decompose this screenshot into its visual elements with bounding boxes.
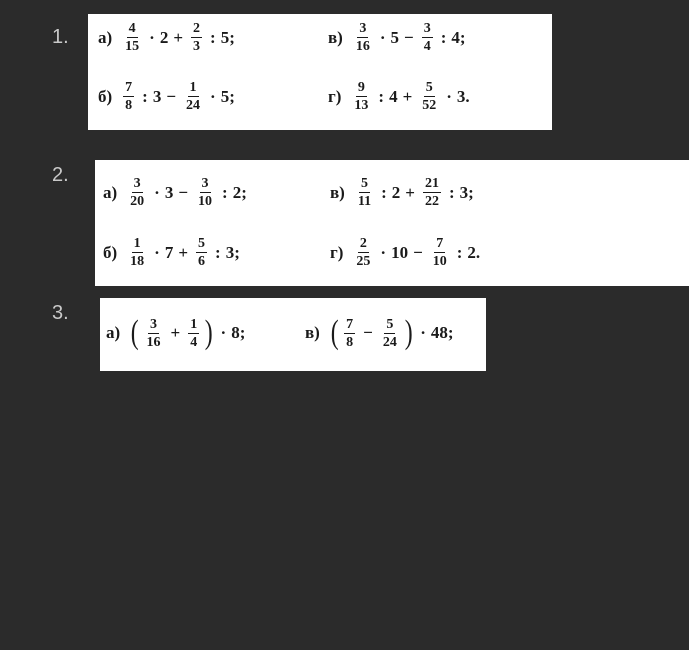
denominator: 10 [432,254,447,269]
fraction [188,317,199,350]
operator: · [380,242,387,262]
item-label: а) [103,182,118,202]
number: 3 [164,182,174,202]
item-label: а) [98,27,113,47]
numerator: 3 [423,21,431,36]
exercise-1b [98,80,235,113]
denominator: 20 [130,194,145,209]
denominator: 13 [354,98,369,113]
operator: · [149,27,155,47]
numerator: 21 [424,176,439,191]
fraction [196,236,207,269]
exercise-2a [103,176,247,209]
item-label: в) [328,27,343,47]
operator: · [154,182,160,202]
left-parenthesis: ( [130,314,139,351]
exercise-1-card [88,14,552,130]
numerator: 5 [425,80,433,95]
numerator: 5 [360,176,368,191]
operator: : [142,86,148,106]
number: 10 [391,242,409,262]
numerator: 2 [193,21,201,36]
number: 5; [220,27,235,47]
item-label: г) [328,86,342,106]
exercise-1a [98,21,235,54]
numerator: 7 [125,80,133,95]
fraction [196,176,214,209]
operator: · [220,323,227,342]
operator: : [210,27,216,47]
denominator: 24 [382,334,397,350]
denominator: 10 [198,194,213,209]
item-label: г) [330,242,344,262]
operator: : [381,182,387,202]
item-label: а) [106,323,121,342]
operator: − [178,182,189,202]
fraction [344,317,355,350]
number: 4; [451,27,466,47]
exercise-3v [305,316,454,350]
operator: · [420,323,426,342]
numerator: 3 [133,176,141,191]
denominator: 25 [356,254,371,269]
number: 2; [232,182,247,202]
fraction [431,236,449,269]
fraction [354,21,372,54]
exercise-2v [330,176,474,209]
fraction [423,176,441,209]
numerator: 5 [386,316,394,332]
exercise-1v [328,21,466,54]
denominator: 4 [423,39,431,54]
exercise-3a [106,316,245,350]
numerator: 9 [357,80,365,95]
operator: − [413,242,423,262]
exercise-1g [328,80,470,113]
numerator: 7 [346,316,354,332]
operator: + [405,182,415,202]
numerator: 1 [133,236,141,251]
operator: : [456,242,463,262]
number: 2. [467,242,481,262]
numerator: 7 [436,236,444,251]
exercise-2b [103,236,240,269]
numerator: 3 [359,21,367,36]
operator: : [448,182,455,202]
fraction [420,80,438,113]
denominator: 8 [346,334,354,350]
operator: : [440,27,447,47]
operator: + [402,86,413,106]
operator: · [446,86,452,106]
numerator: 5 [198,236,206,251]
numerator: 1 [190,316,198,332]
exercise-2-card [95,160,689,286]
denominator: 52 [422,98,437,113]
number: 3; [225,242,240,262]
number: 7 [164,242,174,262]
denominator: 16 [146,334,161,350]
operator: + [173,27,184,47]
fraction [123,80,134,113]
right-parenthesis: ) [204,314,213,351]
denominator: 22 [424,194,439,209]
operator: · [154,242,160,262]
fraction [184,80,202,113]
item-label: б) [98,86,113,106]
denominator: 24 [186,98,201,113]
operator: : [378,86,385,106]
denominator: 15 [125,39,140,54]
number: 3; [459,182,474,202]
fraction [123,21,141,54]
operator: · [210,86,216,106]
number: 2 [159,27,169,47]
number: 3 [152,86,162,106]
number: 5; [220,86,235,106]
number: 8; [231,323,246,342]
fraction [381,317,399,350]
exercise-3-card [100,298,486,371]
item-label: в) [305,323,320,342]
fraction [145,317,163,350]
denominator: 6 [198,254,206,269]
denominator: 8 [125,98,133,113]
item-label: в) [330,182,345,202]
fraction [128,176,146,209]
numerator: 2 [359,236,367,251]
item-label: б) [103,242,118,262]
operator: − [404,27,414,47]
numerator: 1 [189,80,197,95]
denominator: 18 [130,254,145,269]
fraction [352,80,370,113]
fraction [356,176,373,209]
right-parenthesis: ) [404,314,413,351]
fraction [128,236,146,269]
fraction [354,236,372,269]
denominator: 3 [193,39,201,54]
exercise-number-3: 3. [52,302,69,324]
number: 5 [390,27,400,47]
operator: + [170,323,181,342]
denominator: 11 [357,194,372,209]
number: 48; [430,323,454,342]
denominator: 16 [355,39,370,54]
exercise-number-2: 2. [52,164,69,186]
numerator: 3 [201,176,209,191]
operator: + [178,242,189,262]
operator: : [222,182,228,202]
numerator: 4 [128,21,136,36]
exercise-number-1: 1. [52,26,69,48]
fraction [191,21,202,54]
left-parenthesis: ( [330,314,339,351]
operator: · [379,27,386,47]
operator: − [166,86,177,106]
exercise-2g [330,236,480,269]
denominator: 4 [190,334,198,350]
operator: − [363,323,373,342]
operator: : [215,242,221,262]
numerator: 3 [150,316,157,332]
number: 3. [456,86,470,106]
number: 4 [389,86,398,106]
number: 2 [391,182,401,202]
fraction [422,21,433,54]
